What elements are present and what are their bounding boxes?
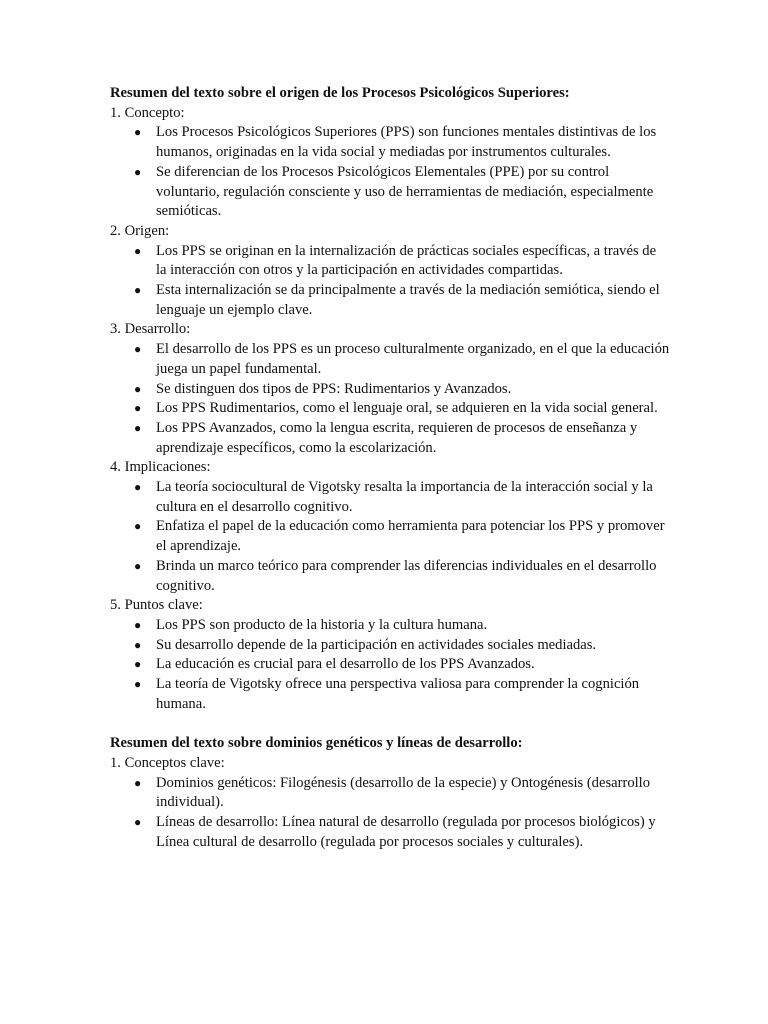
list-item-text: La teoría sociocultural de Vigotsky resalta la importancia de la interacción social y la cultura en el desarrollo cognitivo. — [156, 479, 653, 515]
list-item — [134, 340, 670, 379]
list-item — [134, 419, 670, 458]
bullet-icon: ● — [134, 558, 142, 573]
list-item — [134, 380, 670, 400]
list-item-text: Enfatiza el papel de la educación como herramienta para potenciar los PPS y promover el aprendizaje. — [156, 518, 665, 555]
bullet-icon: ● — [134, 420, 142, 435]
section-title-concepto: 1. Concepto: — [110, 104, 185, 121]
list-item-text: Los PPS Avanzados, como la lengua escrita, requieren de procesos de enseñanza y aprendizaje específicos, como la escolarización. — [156, 419, 638, 456]
bullet-icon: ● — [134, 480, 142, 495]
bullet-icon: ● — [134, 677, 142, 692]
section-title-implicaciones: 4. Implicaciones: — [110, 459, 211, 476]
bullet-icon: ● — [134, 775, 142, 790]
list-item-text: Los PPS son producto de la historia y la cultura humana. — [156, 616, 488, 633]
list-item — [134, 399, 670, 419]
list-item — [134, 774, 670, 813]
document-heading: Resumen del texto sobre dominios genéticos y líneas de desarrollo: — [110, 735, 523, 752]
list-item-text: Líneas de desarrollo: Línea natural de desarrollo (regulada por procesos biológicos) y Línea cultural de desarrollo (regulada por procesos sociales y culturales). — [156, 814, 656, 850]
bullet-list — [110, 616, 670, 715]
section-title-puntos-clave: 5. Puntos clave: — [110, 597, 203, 614]
bullet-icon: ● — [134, 381, 142, 396]
list-item-text: Los PPS Rudimentarios, como el lenguaje oral, se adquieren en la vida social general. — [156, 400, 658, 417]
bullet-icon: ● — [134, 401, 142, 416]
bullet-icon: ● — [134, 342, 142, 357]
list-item — [134, 281, 670, 320]
bullet-icon: ● — [134, 125, 142, 140]
list-item — [134, 557, 670, 596]
section-title-origen: 2. Origen: — [110, 222, 170, 239]
section-title-desarrollo: 3. Desarrollo: — [110, 321, 191, 338]
bullet-list — [110, 340, 670, 458]
list-item — [134, 636, 670, 656]
list-item-text: Los Procesos Psicológicos Superiores (PPS) son funciones mentales distintivas de los humanos, originadas en la vida social y mediadas por instrumentos culturales. — [156, 124, 657, 161]
bullet-icon: ● — [134, 637, 142, 652]
bullet-icon: ● — [134, 283, 142, 298]
document-page — [110, 84, 670, 852]
list-item-text: La teoría de Vigotsky ofrece una perspectiva valiosa para comprender la cognición humana. — [156, 676, 640, 712]
list-item — [134, 616, 670, 636]
list-item — [134, 517, 670, 556]
list-item — [134, 478, 670, 517]
bullet-icon: ● — [134, 815, 142, 829]
list-item — [134, 123, 670, 162]
list-item — [134, 242, 670, 281]
list-item-text: Se diferencian de los Procesos Psicológicos Elementales (PPE) por su control voluntario, regulación consciente y uso de herramientas de mediación, especialmente semióticas. — [156, 163, 654, 220]
section-title-conceptos-clave: 1. Conceptos clave: — [110, 754, 225, 771]
document-heading: Resumen del texto sobre el origen de los Procesos Psicológicos Superiores: — [110, 85, 570, 101]
bullet-icon: ● — [134, 243, 142, 258]
list-item — [134, 813, 670, 852]
list-item-text: Dominios genéticos: Filogénesis (desarrollo de la especie) y Ontogénesis (desarrollo individual). — [156, 774, 651, 811]
list-item — [134, 163, 670, 222]
bullet-list — [110, 242, 670, 321]
list-item-text: Su desarrollo depende de la participación en actividades sociales mediadas. — [156, 636, 597, 653]
list-item-text: Esta internalización se da principalmente a través de la mediación semiótica, siendo el lenguaje un ejemplo clave. — [156, 282, 660, 318]
bullet-icon: ● — [134, 617, 142, 632]
list-item-text: El desarrollo de los PPS es un proceso culturalmente organizado, en el que la educación juega un papel fundamental. — [156, 341, 670, 377]
list-item-text: La educación es crucial para el desarrollo de los PPS Avanzados. — [156, 656, 535, 673]
list-item-text: Brinda un marco teórico para comprender las diferencias individuales en el desarrollo cognitivo. — [156, 557, 657, 594]
bullet-icon: ● — [134, 519, 142, 534]
list-item-text: Los PPS se originan en la internalización de prácticas sociales específicas, a través de la interacción con otros y la participación en actividades compartidas. — [156, 242, 657, 279]
bullet-list — [110, 774, 670, 853]
bullet-icon: ● — [134, 164, 142, 179]
list-item-text: Se distinguen dos tipos de PPS: Rudimentarios y Avanzados. — [156, 380, 512, 397]
bullet-list — [110, 478, 670, 596]
list-item — [134, 655, 670, 675]
list-item — [134, 675, 670, 714]
bullet-list — [110, 123, 670, 222]
bullet-icon: ● — [134, 657, 142, 672]
